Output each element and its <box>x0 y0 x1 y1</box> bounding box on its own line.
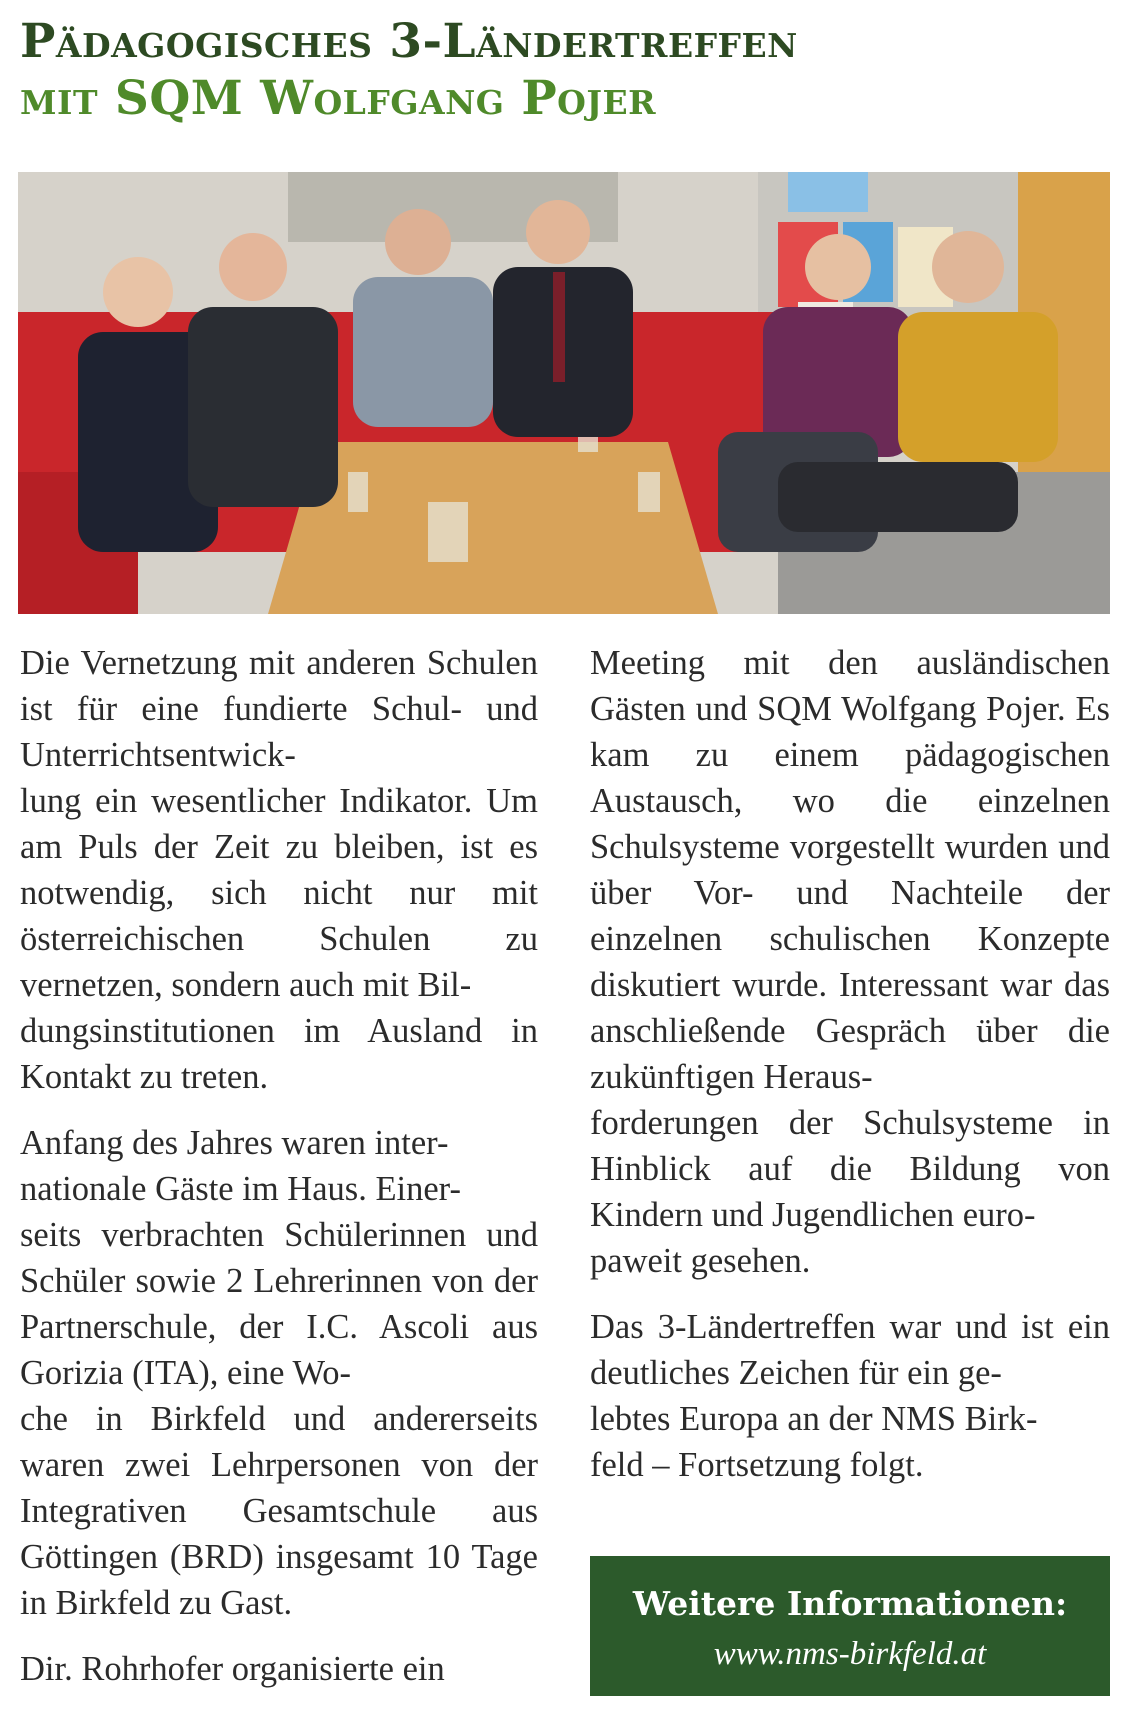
photo-person-head <box>932 231 1004 303</box>
photo-person-body <box>898 312 1058 462</box>
photo-person-body <box>188 307 338 507</box>
photo-person-body <box>353 277 493 427</box>
info-box-url[interactable]: www.nms-birkfeld.at <box>713 1636 987 1672</box>
photo-person-head <box>103 257 173 327</box>
article-title <box>20 14 1110 126</box>
left-paragraph-2: Anfang des Jahres waren inter- nationale Gäste im Haus. Einer- seits verbrachten Schülerinnen und Schüler sowie 2 Lehrerinnen von der Partnerschule, der I.C. Ascoli aus Gorizia (ITA), eine Wo- che in Birkfeld und andererseits waren zwei Lehrpersonen von der Integrativen Gesamtschule aus Göttingen (BRD) insgesamt 10 Tage in Birkfeld zu Gast. <box>20 1124 538 1622</box>
title-line-1: Pädagogisches 3-Ländertreffen <box>20 14 798 69</box>
info-box <box>590 1556 1110 1696</box>
right-paragraph-2: Das 3-Ländertreffen war und ist ein deutliches Zeichen für ein ge- lebtes Europa an der NMS Birk- feld – Fortsetzung folgt. <box>590 1308 1110 1484</box>
group-photo <box>18 172 1110 614</box>
photo-person-head <box>219 233 287 301</box>
right-paragraph-1: Meeting mit den ausländischen Gästen und SQM Wolfgang Pojer. Es kam zu einem pädagogischen Austausch, wo die einzelnen Schulsysteme vorgestellt wurden und über Vor- und Nachteile der einzelnen schulischen Konzepte diskutiert wurde. Interessant war das anschließende Gespräch über die zukünftigen Heraus- forderungen der Schulsysteme in Hinblick auf die Bildung von Kindern und Jugendlichen euro- paweit gesehen. <box>590 644 1110 1280</box>
photo-glass <box>638 472 660 512</box>
group-photo-illustration <box>18 172 1110 614</box>
photo-person-legs <box>778 462 1018 532</box>
left-paragraph-3: Dir. Rohrhofer organisierte ein <box>20 1650 445 1688</box>
photo-person-head <box>805 234 871 300</box>
photo-person-head <box>526 200 590 264</box>
left-paragraph-1: Die Vernetzung mit anderen Schulen ist für eine fundierte Schul- und Unterrichtsentwick- lung ein wesentlicher Indikator. Um am Puls der Zeit zu bleiben, ist es notwendig, sich nicht nur mit österreichischen Schulen zu vernetzen, sondern auch mit Bil- dungsinstitutionen im Ausland in Kontakt zu treten. <box>20 644 538 1096</box>
info-box-title: Weitere Informationen: <box>632 1584 1068 1623</box>
photo-brochure <box>788 172 868 212</box>
left-column <box>20 640 538 1712</box>
title-line-2: mit SQM Wolfgang Pojer <box>20 71 657 126</box>
photo-person-head <box>385 209 451 275</box>
photo-glass <box>428 502 468 562</box>
photo-tie <box>553 272 565 382</box>
right-column <box>590 640 1110 1508</box>
photo-glass <box>348 472 368 512</box>
